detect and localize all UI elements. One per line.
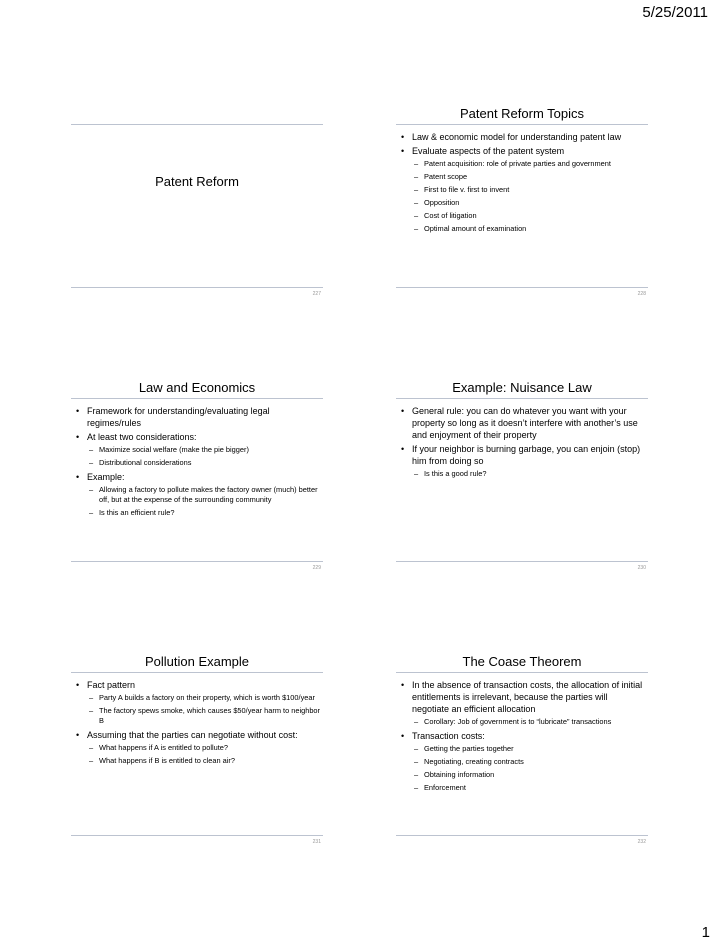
slide-227 <box>71 98 323 297</box>
title-divider <box>71 398 323 399</box>
footer-divider <box>71 835 323 836</box>
sub-bullet: – Is this an efficient rule? <box>73 508 321 518</box>
slide-232 <box>396 646 648 845</box>
slide-body <box>398 405 646 482</box>
slide-body <box>73 405 321 521</box>
bullet: • Fact pattern <box>73 679 321 691</box>
slide-231 <box>71 646 323 845</box>
slide-title: Example: Nuisance Law <box>452 380 592 395</box>
sub-bullet: – Obtaining information <box>398 770 646 780</box>
sub-bullet: – Corollary: Job of government is to “lubricate” transactions <box>398 717 646 727</box>
bullet: • At least two considerations: <box>73 431 321 443</box>
slide-title: Patent Reform Topics <box>459 106 585 121</box>
title-divider <box>396 124 648 125</box>
slide-number: 232 <box>637 839 646 845</box>
bullet: • Example: <box>73 471 321 483</box>
bullet: • If your neighbor is burning garbage, you can enjoin (stop) him from doing so <box>398 443 646 467</box>
sub-bullet: – Party A builds a factory on their property, which is worth $100/year <box>73 693 321 703</box>
slide-230 <box>396 372 648 571</box>
sub-bullet: – Allowing a factory to pollute makes the factory owner (much) better off, but at the expense of the surrounding community <box>73 485 321 505</box>
slide-229 <box>71 372 323 571</box>
page-number: 1 <box>701 924 710 941</box>
footer-divider <box>71 561 323 562</box>
title-divider <box>71 672 323 673</box>
bullet: • Framework for understanding/evaluating legal regimes/rules <box>73 405 321 429</box>
slide-228 <box>396 98 648 297</box>
slide-title: Pollution Example <box>144 654 250 669</box>
sub-bullet: – First to file v. first to invent <box>398 185 646 195</box>
title-divider <box>396 672 648 673</box>
sub-bullet: – What happens if B is entitled to clean air? <box>73 756 321 766</box>
slide-title: Patent Reform <box>155 174 239 189</box>
title-divider <box>71 124 323 125</box>
sub-bullet: – Patent scope <box>398 172 646 182</box>
sub-bullet: – Maximize social welfare (make the pie bigger) <box>73 445 321 455</box>
sub-bullet: – The factory spews smoke, which causes $50/year harm to neighbor B <box>73 706 321 726</box>
bullet: • Law & economic model for understanding patent law <box>398 131 646 143</box>
slide-number: 229 <box>312 565 321 571</box>
bullet: • In the absence of transaction costs, the allocation of initial entitlements is irrelevant, because the parties will negotiate an efficient allocation <box>398 679 646 715</box>
slide-number: 230 <box>637 565 646 571</box>
slide-number: 231 <box>312 839 321 845</box>
sub-bullet: – Negotiating, creating contracts <box>398 757 646 767</box>
slide-body <box>398 131 646 237</box>
bullet: • General rule: you can do whatever you want with your property so long as it doesn’t interfere with another’s use and enjoyment of their property <box>398 405 646 441</box>
bullet: • Assuming that the parties can negotiate without cost: <box>73 729 321 741</box>
title-divider <box>396 398 648 399</box>
slide-number: 228 <box>637 291 646 297</box>
bullet: • Evaluate aspects of the patent system <box>398 145 646 157</box>
slide-body <box>73 679 321 769</box>
sub-bullet: – Opposition <box>398 198 646 208</box>
sub-bullet: – Enforcement <box>398 783 646 793</box>
bullet: • Transaction costs: <box>398 730 646 742</box>
footer-divider <box>396 287 648 288</box>
slide-number: 227 <box>312 291 321 297</box>
sub-bullet: – Cost of litigation <box>398 211 646 221</box>
footer-divider <box>396 835 648 836</box>
sub-bullet: – Is this a good rule? <box>398 469 646 479</box>
sub-bullet: – Optimal amount of examination <box>398 224 646 234</box>
slide-body <box>398 679 646 796</box>
page-date: 5/25/2011 <box>642 4 708 21</box>
sub-bullet: – Distributional considerations <box>73 458 321 468</box>
slide-title: Law and Economics <box>138 380 256 395</box>
footer-divider <box>71 287 323 288</box>
slide-title: The Coase Theorem <box>462 654 582 669</box>
sub-bullet: – Getting the parties together <box>398 744 646 754</box>
sub-bullet: – Patent acquisition: role of private parties and government <box>398 159 646 169</box>
sub-bullet: – What happens if A is entitled to pollute? <box>73 743 321 753</box>
footer-divider <box>396 561 648 562</box>
